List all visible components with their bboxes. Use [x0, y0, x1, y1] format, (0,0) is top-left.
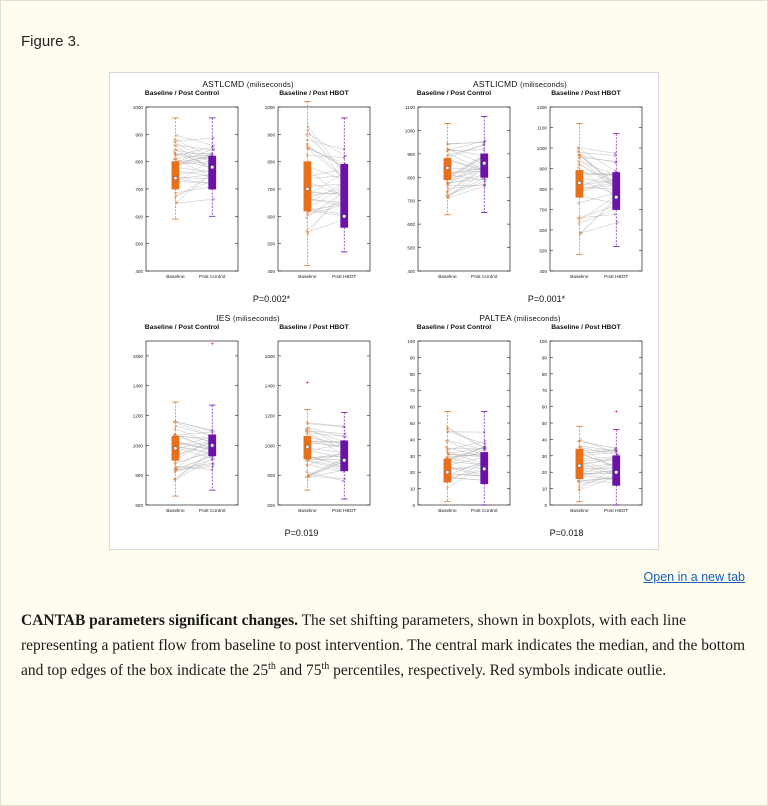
svg-text:1000: 1000: [264, 443, 275, 449]
chart-title-text: ASTLICMD: [473, 79, 518, 89]
svg-text:1200: 1200: [264, 413, 275, 419]
svg-text:600: 600: [267, 503, 275, 508]
pvalue-astlicmd: P=0.001*: [527, 294, 566, 304]
svg-text:Baseline: Baseline: [298, 275, 317, 280]
svg-text:500: 500: [539, 248, 547, 254]
svg-text:Baseline: Baseline: [570, 275, 589, 280]
svg-text:60: 60: [409, 404, 415, 410]
svg-text:Post HBOT: Post HBOT: [604, 509, 629, 514]
svg-text:1600: 1600: [132, 353, 143, 359]
svg-text:800: 800: [267, 473, 275, 479]
svg-text:+: +: [305, 379, 310, 387]
panel-label: Baseline / Post HBOT: [551, 90, 621, 97]
svg-text:1000: 1000: [404, 128, 415, 134]
panel-label: Baseline / Post Control: [144, 324, 220, 331]
caption-body-2: and 75: [275, 662, 322, 680]
svg-text:20: 20: [541, 470, 547, 476]
panel-paltea-hbot: [524, 324, 648, 523]
svg-text:400: 400: [135, 269, 143, 274]
open-in-new-tab-link[interactable]: Open in a new tab: [643, 570, 745, 584]
svg-text:0: 0: [544, 503, 547, 508]
svg-text:900: 900: [539, 166, 547, 172]
svg-text:900: 900: [135, 132, 143, 138]
pvalue-astlcmd: P=0.002*: [252, 294, 291, 304]
svg-text:1100: 1100: [405, 105, 415, 110]
boxplot-paltea-control: [392, 333, 516, 523]
panel-paltea-control: [392, 324, 516, 523]
svg-text:+: +: [210, 341, 215, 348]
svg-text:70: 70: [409, 388, 415, 394]
svg-text:600: 600: [135, 503, 143, 508]
svg-text:90: 90: [409, 355, 415, 361]
chart-units-text: (miliseconds): [246, 80, 294, 89]
chart-title-text: IES: [216, 313, 231, 323]
panel-label: Baseline / Post Control: [416, 90, 492, 97]
svg-text:40: 40: [541, 437, 547, 443]
svg-text:400: 400: [267, 269, 275, 274]
boxplot-astlicmd-hbot: [524, 99, 648, 289]
svg-text:10: 10: [541, 486, 547, 492]
svg-text:+: +: [614, 408, 619, 416]
svg-text:Post Control: Post Control: [471, 509, 498, 514]
svg-text:10: 10: [409, 486, 415, 492]
figure-label: Figure 3.: [21, 33, 81, 50]
svg-text:700: 700: [267, 187, 275, 192]
svg-text:800: 800: [135, 159, 143, 165]
svg-text:Post HBOT: Post HBOT: [332, 275, 357, 280]
svg-text:500: 500: [135, 241, 143, 247]
open-new-tab-row: [19, 568, 749, 586]
svg-text:800: 800: [539, 187, 547, 192]
boxplot-ies-hbot: [252, 333, 376, 523]
panel-astlicmd-hbot: [524, 90, 648, 289]
svg-text:500: 500: [267, 241, 275, 247]
chart-title-astlicmd: [386, 79, 654, 89]
svg-text:80: 80: [409, 371, 415, 377]
svg-text:1000: 1000: [132, 443, 143, 449]
pvalue-row-bottom: [114, 523, 664, 541]
svg-text:900: 900: [407, 151, 415, 157]
pvalue-paltea: P=0.018: [549, 528, 584, 538]
chart-units-text: (miliseconds): [520, 80, 567, 89]
panel-astlcmd-hbot: [252, 90, 376, 289]
svg-text:90: 90: [541, 355, 547, 361]
svg-text:600: 600: [267, 214, 275, 220]
chart-astlcmd: [114, 79, 382, 289]
svg-text:Baseline: Baseline: [570, 509, 589, 514]
svg-text:1400: 1400: [264, 383, 275, 389]
svg-text:1200: 1200: [536, 105, 547, 110]
caption-sup-2: th: [321, 661, 330, 673]
caption-lead: CANTAB parameters significant changes.: [21, 612, 298, 629]
svg-text:50: 50: [409, 421, 415, 426]
svg-text:80: 80: [541, 371, 547, 377]
boxplot-astlcmd-control: [120, 99, 244, 289]
panel-ies-hbot: [252, 324, 376, 523]
chart-ies: [114, 313, 382, 523]
chart-title-paltea: [386, 313, 654, 323]
svg-text:70: 70: [541, 388, 547, 394]
svg-text:20: 20: [409, 470, 415, 476]
chart-title-astlcmd: [114, 79, 382, 89]
figure-row-bottom: [114, 313, 654, 523]
figure-image: [109, 72, 659, 550]
svg-text:1600: 1600: [264, 353, 275, 359]
chart-title-ies: [114, 313, 382, 323]
svg-text:1400: 1400: [132, 383, 143, 389]
svg-text:400: 400: [539, 269, 547, 274]
panel-label: Baseline / Post HBOT: [279, 90, 349, 97]
svg-text:0: 0: [412, 503, 415, 508]
pvalue-row-top: [114, 289, 664, 307]
caption-sup-1: th: [268, 661, 276, 673]
boxplot-ies-control: [120, 333, 244, 523]
panel-ies-control: [120, 324, 244, 523]
panel-astlicmd-control: [392, 90, 516, 289]
svg-text:800: 800: [407, 175, 415, 181]
pvalue-ies: P=0.019: [284, 528, 319, 538]
panel-label: Baseline / Post Control: [144, 90, 220, 97]
svg-text:100: 100: [407, 339, 415, 344]
panel-astlcmd-control: [120, 90, 244, 289]
chart-title-text: ASTLCMD: [202, 79, 245, 89]
svg-text:Baseline: Baseline: [438, 509, 457, 514]
svg-text:600: 600: [135, 214, 143, 220]
boxplot-paltea-hbot: [524, 333, 648, 523]
svg-text:1000: 1000: [132, 105, 143, 110]
chart-astlicmd: [386, 79, 654, 289]
caption-body-3: percentiles, respectively. Red symbols indicate outlie.: [329, 662, 667, 680]
svg-text:30: 30: [409, 453, 415, 459]
svg-text:100: 100: [539, 339, 547, 344]
svg-text:800: 800: [267, 159, 275, 165]
chart-units-text: (miliseconds): [513, 314, 561, 323]
panel-label: Baseline / Post HBOT: [279, 324, 349, 331]
figure-row-top: [114, 79, 654, 289]
chart-paltea: [386, 313, 654, 523]
svg-text:1100: 1100: [537, 125, 547, 131]
svg-text:Post HBOT: Post HBOT: [604, 275, 629, 280]
svg-text:900: 900: [267, 132, 275, 138]
boxplot-astlicmd-control: [392, 99, 516, 289]
svg-text:Post Control: Post Control: [471, 275, 498, 280]
svg-text:60: 60: [541, 404, 547, 410]
boxplot-astlcmd-hbot: [252, 99, 376, 289]
svg-text:1000: 1000: [264, 105, 275, 110]
svg-text:Post HBOT: Post HBOT: [332, 509, 357, 514]
caption-body-1: The set shifting parameters, shown in boxplots, with each line representing a patient flow from baseline to post intervention. The central mark indicates the median, and the bottom and top edges of the box indicate the 25: [21, 612, 746, 680]
svg-text:600: 600: [407, 222, 415, 228]
svg-text:1200: 1200: [132, 413, 143, 419]
svg-text:500: 500: [407, 245, 415, 251]
svg-text:Baseline: Baseline: [298, 509, 317, 514]
svg-text:Post Control: Post Control: [199, 275, 226, 280]
svg-text:1000: 1000: [536, 146, 547, 151]
svg-text:700: 700: [135, 187, 143, 192]
panel-label: Baseline / Post Control: [416, 324, 492, 331]
svg-text:400: 400: [407, 269, 415, 274]
svg-text:30: 30: [541, 453, 547, 459]
svg-text:800: 800: [135, 473, 143, 479]
svg-text:Baseline: Baseline: [166, 275, 185, 280]
svg-text:600: 600: [539, 228, 547, 233]
svg-text:40: 40: [409, 437, 415, 443]
figure-caption: [19, 608, 749, 683]
svg-text:Post Control: Post Control: [199, 509, 226, 514]
svg-text:700: 700: [407, 198, 415, 204]
svg-text:Baseline: Baseline: [166, 509, 185, 514]
chart-title-text: PALTEA: [479, 313, 512, 323]
panel-label: Baseline / Post HBOT: [551, 324, 621, 331]
svg-text:Baseline: Baseline: [438, 275, 457, 280]
svg-text:50: 50: [541, 421, 547, 426]
chart-units-text: (miliseconds): [233, 314, 280, 323]
svg-text:700: 700: [539, 207, 547, 213]
